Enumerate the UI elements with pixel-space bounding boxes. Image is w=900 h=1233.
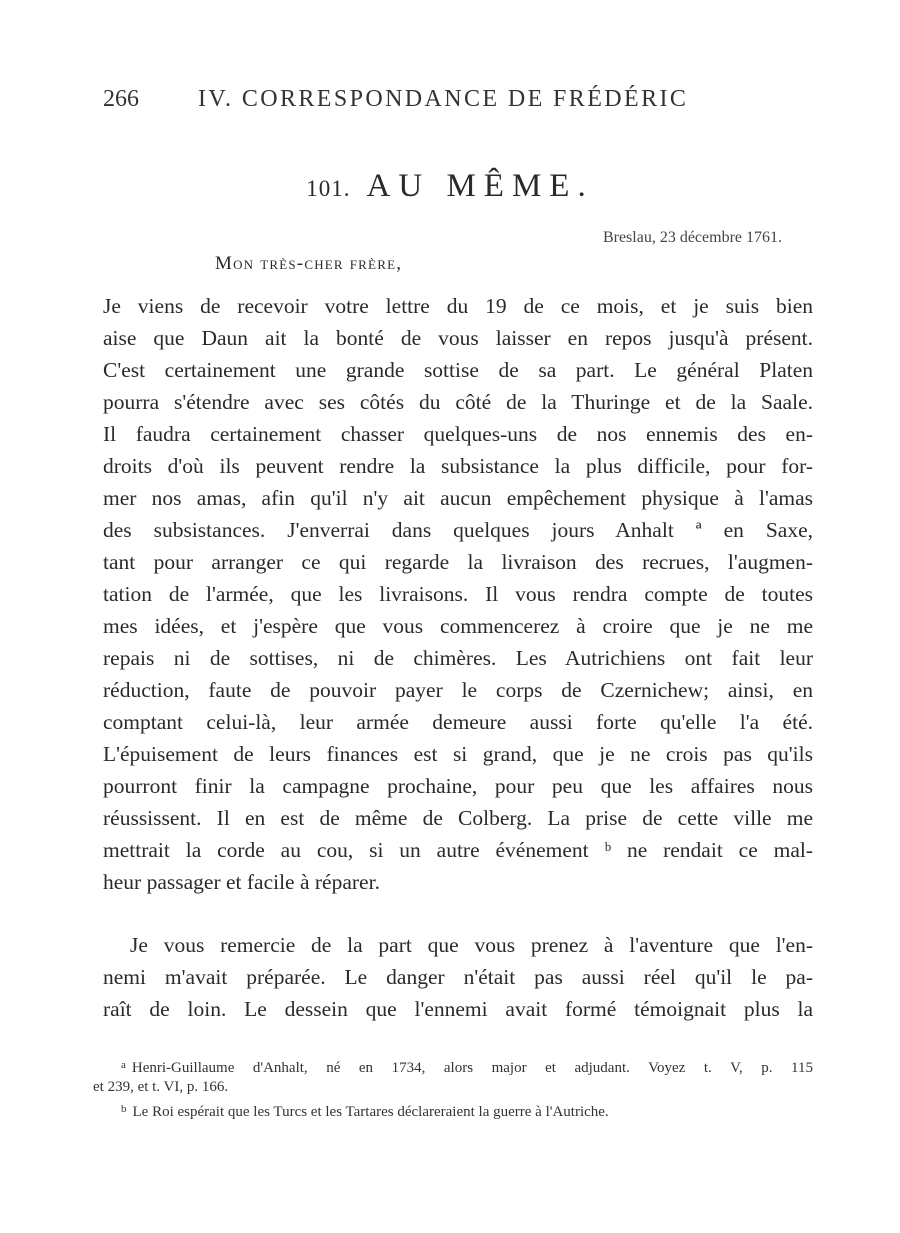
text-line: droits d'où ils peuvent rendre la subsistance la plus difficile, pour for- [103, 454, 813, 478]
text-line: pourront finir la campagne prochaine, pour peu que les affaires nous [103, 774, 813, 798]
page-number: 266 [103, 86, 139, 112]
text-line: heur passager et facile à réparer. [103, 870, 380, 894]
text-line: Il faudra certainement chasser quelques-uns de nos ennemis des en- [103, 422, 813, 446]
footnote-a-line [93, 1054, 813, 1076]
text-line: L'épuisement de leurs finances est si grand, que je ne crois pas qu'ils [103, 742, 813, 766]
salutation: Mon très-cher frère, [215, 253, 403, 274]
text-line: repais ni de sottises, ni de chimères. Les Autrichiens ont fait leur [103, 646, 813, 670]
text-line: nemi m'avait préparée. Le danger n'était pas aussi réel qu'il le pa- [103, 965, 813, 989]
text-line: raît de loin. Le dessein que l'ennemi avait formé témoignait plus la [103, 997, 813, 1021]
paragraph-2 [103, 929, 813, 1025]
footnote-text: Henri-Guillaume d'Anhalt, né en 1734, alors major et adjudant. Voyez t. V, p. 115 [131, 1060, 813, 1076]
running-head [103, 86, 823, 113]
footnotes [93, 1054, 813, 1120]
running-title: IV. CORRESPONDANCE DE FRÉDÉRIC [198, 86, 689, 112]
text-line: tant pour arranger ce qui regarde la livraison des recrues, l'augmen- [103, 550, 813, 574]
footnote-text: Le Roi espérait que les Turcs et les Tartares déclareraient la guerre à l'Autriche. [132, 1104, 609, 1120]
paragraph-1 [103, 290, 813, 898]
footnote-a-line: et 239, et t. VI, p. 166. [93, 1079, 229, 1095]
text-line: tation de l'armée, que les livraisons. Il vous rendra compte de toutes [103, 582, 813, 606]
text-line: mer nos amas, afin qu'il n'y ait aucun empêchement physique à l'amas [103, 486, 813, 510]
text-line: Je viens de recevoir votre lettre du 19 de ce mois, et je suis bien [103, 294, 813, 318]
text-line: pourra s'étendre avec ses côtés du côté de la Thuringe et de la Saale. [103, 390, 813, 414]
text-line: des subsistances. J'enverrai dans quelques jours Anhalt ª en Saxe, [103, 518, 813, 542]
letter-title: AU MÊME. [366, 168, 594, 204]
text-line: mes idées, et j'espère que vous commencerez à croire que je ne me [103, 614, 813, 638]
text-line: C'est certainement une grande sottise de sa part. Le général Platen [103, 358, 813, 382]
footnote-b-line [93, 1098, 813, 1120]
text-line: mettrait la corde au cou, si un autre événement ᵇ ne rendait ce mal- [103, 838, 813, 862]
text-line: réduction, faute de pouvoir payer le corps de Czernichew; ainsi, en [103, 678, 813, 702]
text-line: aise que Daun ait la bonté de vous laisser en repos jusqu'à présent. [103, 326, 813, 350]
letter-heading [0, 168, 900, 205]
footnote-mark: a [121, 1059, 126, 1071]
dateline: Breslau, 23 décembre 1761. [602, 229, 782, 246]
footnote-mark: b [121, 1103, 127, 1115]
text-line: réussissent. Il en est de même de Colberg. La prise de cette ville me [103, 806, 813, 830]
text-line: Je vous remercie de la part que vous prenez à l'aventure que l'en- [130, 933, 813, 957]
letter-number: 101. [306, 176, 351, 201]
text-line: comptant celui-là, leur armée demeure aussi forte qu'elle l'a été. [103, 710, 813, 734]
